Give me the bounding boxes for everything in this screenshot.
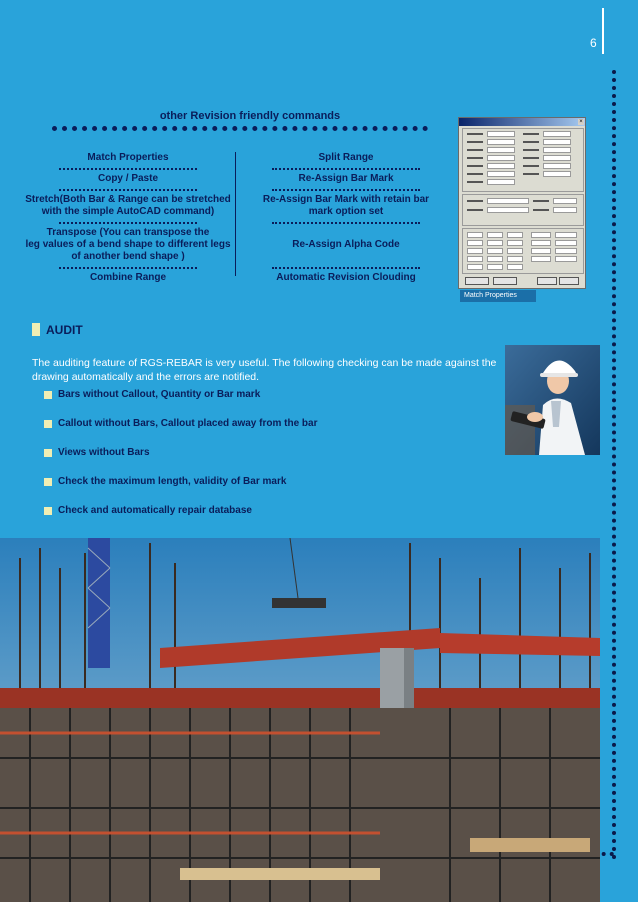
construction-site-photo: [0, 538, 600, 902]
audit-check-text: Bars without Callout, Quantity or Bar mark: [58, 389, 261, 400]
dotted-separator: [272, 189, 420, 191]
right-dotted-border: [612, 70, 616, 860]
revision-left-column: [20, 152, 236, 284]
dotted-separator: [272, 168, 420, 170]
cmd-auto-revision-clouding: Automatic Revision Clouding: [276, 272, 416, 283]
cmd-transpose-line1: Transpose (You can transpose the: [46, 227, 210, 238]
cmd-reassign-retain-line1: Re-Assign Bar Mark with retain bar: [262, 194, 430, 205]
dialog-body: [459, 126, 585, 289]
bullet-square-icon: [44, 449, 52, 457]
cmd-reassign-alpha-code: Re-Assign Alpha Code: [292, 239, 400, 250]
dialog-button: [559, 277, 579, 285]
audit-heading: AUDIT: [46, 323, 83, 337]
audit-checklist: [44, 388, 317, 533]
dotted-separator: [59, 222, 197, 224]
list-item: [44, 504, 317, 533]
bullet-square-icon: [44, 478, 52, 486]
revision-section-title: other Revision friendly commands: [159, 110, 341, 122]
cmd-transpose-line3: of another bend shape ): [71, 251, 185, 262]
dialog-caption: Match Properties: [460, 290, 536, 302]
list-item: [44, 417, 317, 446]
dialog-titlebar: [459, 118, 585, 126]
audit-check-text: Check the maximum length, validity of Bar mark: [58, 476, 287, 487]
cmd-stretch-line2: with the simple AutoCAD command): [41, 206, 215, 217]
dialog-button: [537, 277, 557, 285]
bullet-square-icon: [44, 391, 52, 399]
page-number: 6: [590, 36, 597, 50]
cmd-reassign-bar-mark: Re-Assign Bar Mark: [298, 173, 394, 184]
cmd-reassign-retain-line2: mark option set: [308, 206, 384, 217]
dotted-separator: [59, 168, 197, 170]
bullet-square-icon: [44, 507, 52, 515]
audit-check-text: Views without Bars: [58, 447, 150, 458]
bullet-square-icon: [44, 420, 52, 428]
revision-right-column: [238, 152, 454, 284]
audit-heading-marker: [32, 323, 40, 336]
dotted-separator: [59, 189, 197, 191]
cmd-match-properties: Match Properties: [87, 152, 169, 163]
engineer-photo: [505, 345, 600, 455]
list-item: [44, 475, 317, 504]
cmd-stretch-line1: Stretch(Both Bar & Range can be stretched: [25, 194, 231, 205]
cmd-combine-range: Combine Range: [89, 272, 167, 283]
audit-check-text: Callout without Bars, Callout placed away from the bar: [58, 418, 318, 429]
revision-title-underline: [52, 126, 428, 131]
dotted-separator: [272, 222, 420, 224]
dialog-button: [465, 277, 489, 285]
cmd-split-range: Split Range: [318, 152, 374, 163]
dotted-separator: [59, 267, 197, 269]
audit-intro: The auditing feature of RGS-REBAR is very useful. The following checking can be made against the drawing automatically and the errors are notified.: [32, 357, 497, 383]
audit-check-text: Check and automatically repair database: [58, 505, 252, 516]
close-icon: ×: [579, 119, 583, 125]
cmd-copy-paste: Copy / Paste: [97, 173, 159, 184]
cmd-transpose-line2: leg values of a bend shape to different legs: [25, 239, 231, 250]
match-properties-dialog-screenshot: [458, 117, 586, 289]
list-item: [44, 388, 317, 417]
page-number-rule: [602, 8, 604, 54]
dialog-button: [493, 277, 517, 285]
list-item: [44, 446, 317, 475]
dotted-separator: [272, 267, 420, 269]
